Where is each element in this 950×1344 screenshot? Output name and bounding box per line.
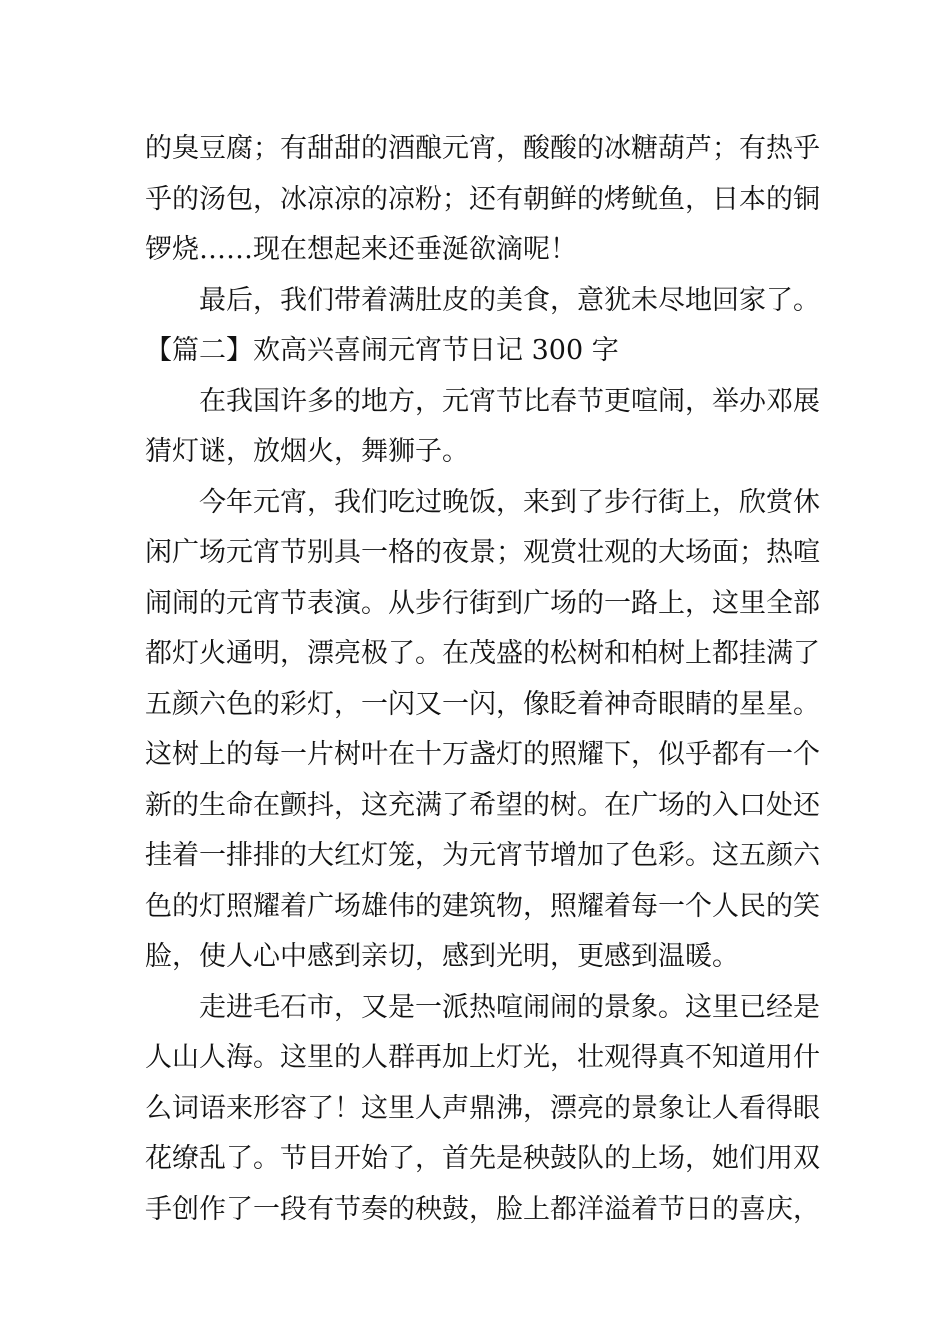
text-line: 锣烧……现在想起来还垂涎欲滴呢！ [145, 234, 577, 265]
text-line: 挂着一排排的大红灯笼，为元宵节增加了色彩。这五颜六 [145, 840, 820, 871]
text-line: 脸，使人心中感到亲切，感到光明，更感到温暖。 [145, 941, 739, 972]
text-line: 乎的汤包，冰凉凉的凉粉；还有朝鲜的烤鱿鱼，日本的铜 [145, 183, 820, 215]
text-line: 都灯火通明，漂亮极了。在茂盛的松树和柏树上都挂满了 [145, 638, 820, 669]
text-line: 在我国许多的地方，元宵节比春节更喧闹，举办邓展 [199, 385, 820, 417]
text-line: 这树上的每一片树叶在十万盏灯的照耀下，似乎都有一个 [145, 739, 820, 770]
text-line: 今年元宵，我们吃过晚饭，来到了步行街上，欣赏休 [199, 486, 820, 518]
text-line: 最后，我们带着满肚皮的美食，意犹未尽地回家了。 [199, 284, 820, 316]
text-line: 花缭乱了。节目开始了，首先是秧鼓队的上场，她们用双 [145, 1143, 820, 1174]
text-line: 新的生命在颤抖，这充满了希望的树。在广场的入口处还 [145, 789, 820, 821]
text-line: 手创作了一段有节奏的秧鼓，脸上都洋溢着节日的喜庆， [145, 1193, 820, 1225]
text-line: 色的灯照耀着广场雄伟的建筑物，照耀着每一个人民的笑 [145, 890, 820, 922]
text-line: 五颜六色的彩灯，一闪又一闪，像眨着神奇眼睛的星星。 [145, 688, 820, 720]
body-text [145, 124, 820, 1235]
text-line: 闲广场元宵节别具一格的夜景；观赏壮观的大场面；热喧 [145, 537, 820, 568]
section-heading: 【篇二】欢高兴喜闹元宵节日记 300 字 [145, 335, 619, 366]
text-line: 闹闹的元宵节表演。从步行街到广场的一路上，这里全部 [145, 587, 820, 619]
text-line: 么词语来形容了！这里人声鼎沸，漂亮的景象让人看得眼 [145, 1092, 820, 1124]
text-line: 人山人海。这里的人群再加上灯光，壮观得真不知道用什 [145, 1042, 820, 1073]
text-line: 猜灯谜，放烟火，舞狮子。 [145, 436, 469, 467]
text-line: 走进毛石市，又是一派热喧闹闹的景象。这里已经是 [199, 991, 820, 1023]
text-line: 的臭豆腐；有甜甜的酒酿元宵，酸酸的冰糖葫芦；有热乎 [145, 133, 820, 164]
